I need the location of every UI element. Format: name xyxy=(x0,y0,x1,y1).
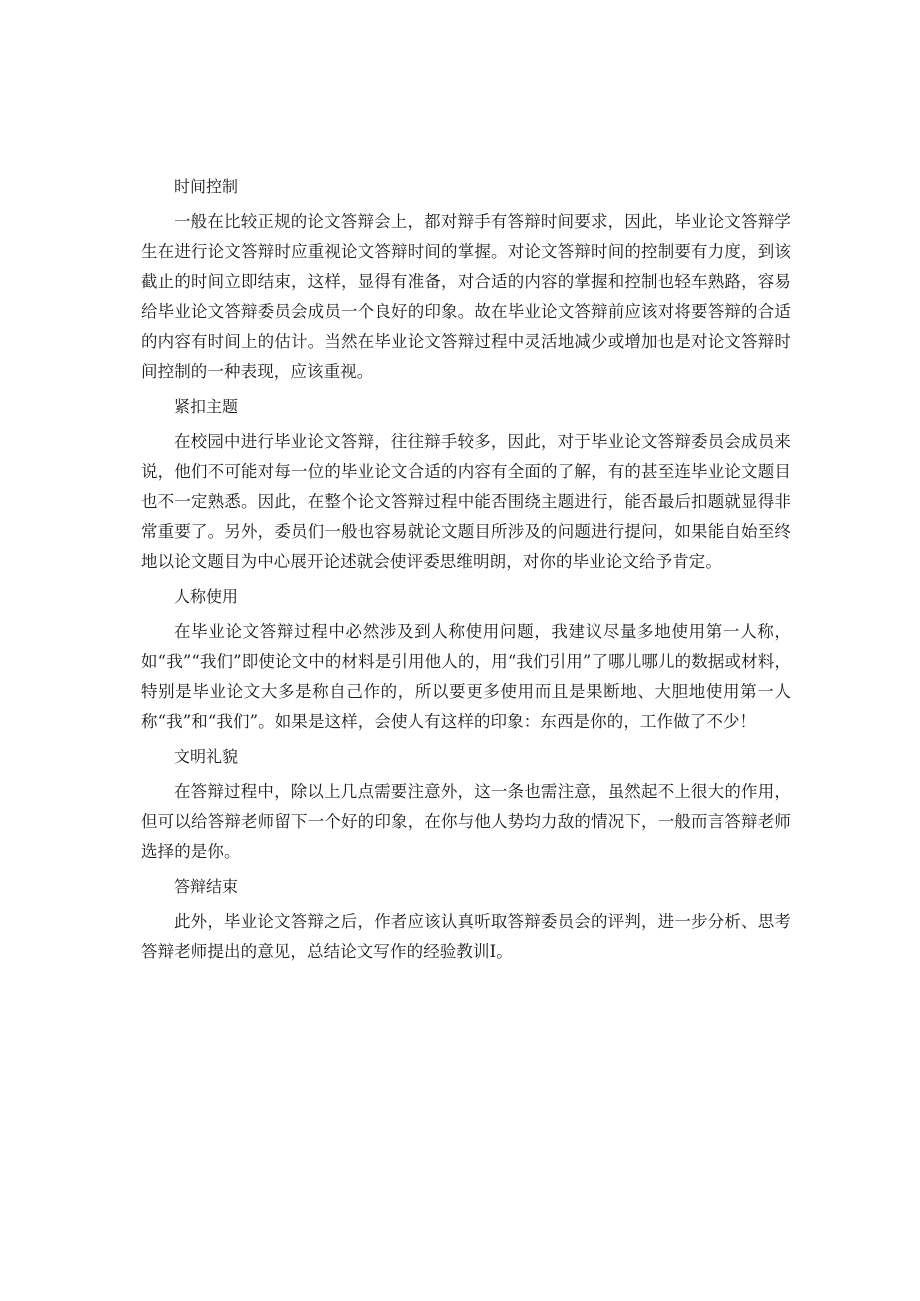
section-heading-person-usage: 人称使用 xyxy=(174,587,239,606)
section-body-time-control: 一般在比较正规的论文答辩会上，都对辩手有答辩时间要求，因此，毕业论文答辩学生在进行论文答辩时应重视论文答辩时间的掌握。对论文答辩时间的控制要有力度，到该截止的时间立即结束，这样，显得有准备，对合适的内容的掌握和控制也轻车熟路，容易给毕业论文答辩委员会成员一个良好的印象。故在毕业论文答辩前应该对将要答辩的合适的内容有时间上的估计。当然在毕业论文答辩过程中灵活地减少或增加也是对论文答辩时间控制的一种表现，应该重视。 xyxy=(141,212,791,381)
section-heading-after-defense: 答辩结束 xyxy=(174,877,239,896)
section-body-stay-on-topic: 在校园中进行毕业论文答辩，往往辩手较多，因此，对于毕业论文答辩委员会成员来说，他们不可能对每一位的毕业论文合适的内容有全面的了解，有的甚至连毕业论文题目也不一定熟悉。因此，在整个论文答辩过程中能否围绕主题进行，能否最后扣题就显得非常重要了。另外，委员们一般也容易就论文题目所涉及的问题进行提问，如果能自始至终地以论文题目为中心展开论述就会使评委思维明朗，对你的毕业论文给予肯定。 xyxy=(141,432,791,571)
section-heading-stay-on-topic: 紧扣主题 xyxy=(174,397,239,416)
section-heading-courtesy: 文明礼貌 xyxy=(174,747,239,766)
section-body-person-usage: 在毕业论文答辩过程中必然涉及到人称使用问题，我建议尽量多地使用第一人称，如“我”“我们”即使论文中的材料是引用他人的，用“我们引用”了哪儿哪儿的数据或材料，特别是毕业论文大多是称自己作的，所以要更多使用而且是果断地、大胆地使用第一人称“我”和“我们”。如果是这样，会使人有这样的印象：东西是你的，工作做了不少！ xyxy=(141,622,791,731)
document-body xyxy=(141,172,791,972)
section-heading-time-control: 时间控制 xyxy=(174,177,239,196)
section-body-after-defense: 此外，毕业论文答辩之后，作者应该认真听取答辩委员会的评判，进一步分析、思考答辩老师提出的意见，总结论文写作的经验教训I。 xyxy=(141,912,791,961)
section-body-courtesy: 在答辩过程中，除以上几点需要注意外，这一条也需注意，虽然起不上很大的作用，但可以给答辩老师留下一个好的印象，在你与他人势均力敌的情况下，一般而言答辩老师选择的是你。 xyxy=(141,782,791,861)
